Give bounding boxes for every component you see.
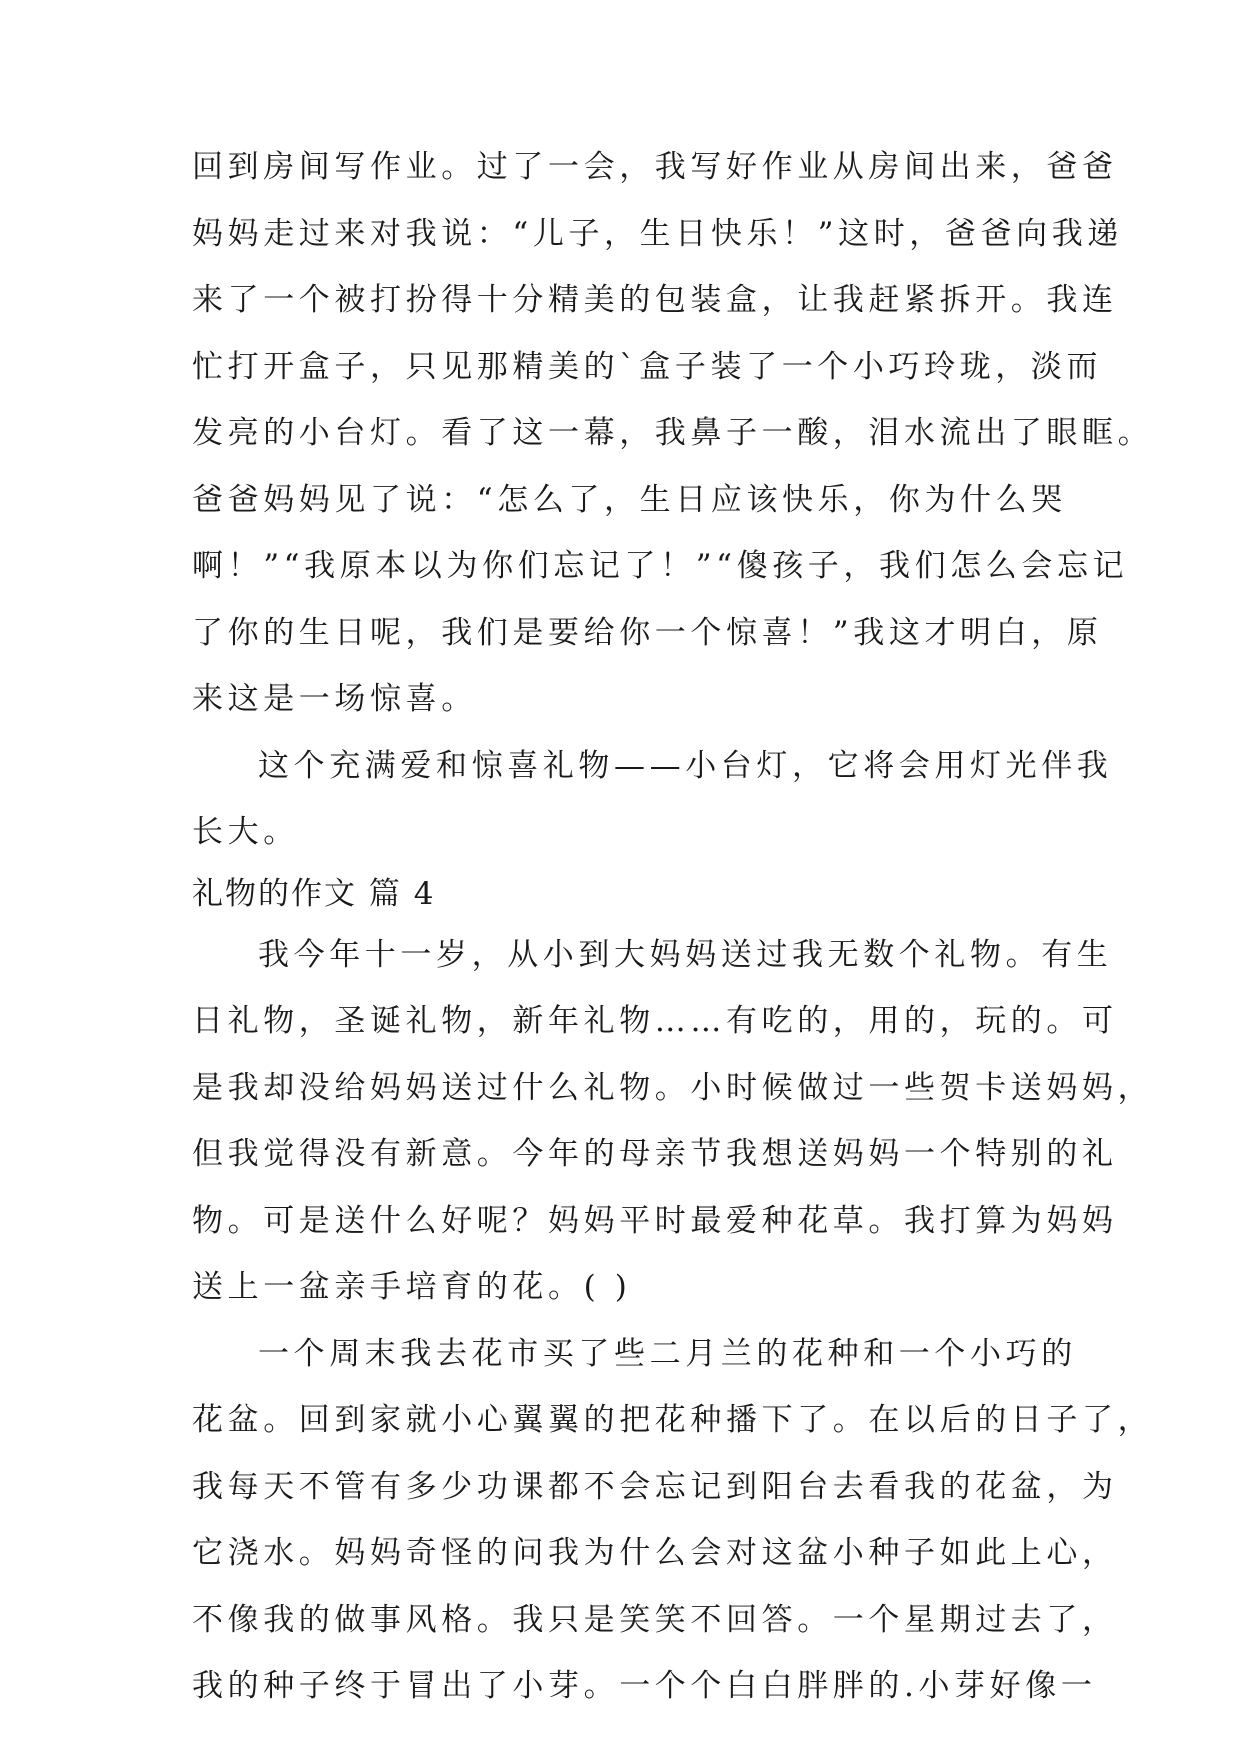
text-line: 忙打开盒子，只见那精美的`盒子装了一个小巧玲珑，淡而 [192,348,1103,385]
text-line: 来了一个被打扮得十分精美的包装盒，让我赶紧拆开。我连 [192,282,1118,318]
text-line: 我每天不管有多少功课都不会忘记到阳台去看我的花盆，为 [192,1468,1118,1505]
text-line: 我的种子终于冒出了小芽。一个个白白胖胖的.小芽好像一 [192,1668,1097,1704]
paragraph-first-line: 一个周末我去花市买了些二月兰的花种和一个小巧的 [258,1335,1077,1372]
section-heading: 礼物的作文 篇 4 [192,875,436,912]
text-line: 是我却没给妈妈送过什么礼物。小时候做过一些贺卡送妈妈， [192,1069,1154,1106]
text-line: 物。可是送什么好呢？妈妈平时最爱种花草。我打算为妈妈 [192,1202,1118,1239]
text-line: 妈妈走过来对我说：“儿子，生日快乐！”这时，爸爸向我递 [192,215,1123,252]
text-line: 啊！”“我原本以为你们忘记了！”“傻孩子，我们怎么会忘记 [192,548,1129,584]
text-line: 但我觉得没有新意。今年的母亲节我想送妈妈一个特别的礼 [192,1136,1118,1172]
text-line: 了你的生日呢，我们是要给你一个惊喜！”我这才明白，原 [192,614,1103,651]
paragraph-first-line: 我今年十一岁，从小到大妈妈送过我无数个礼物。有生 [258,936,1113,973]
document-page [192,134,1154,1720]
text-line: 长大。 [192,814,299,850]
text-line: 来这是一场惊喜。 [192,681,477,717]
text-line: 送上一盆亲手培育的花。( ) [192,1269,632,1305]
text-line: 回到房间写作业。过了一会，我写好作业从房间出来，爸爸 [192,149,1118,185]
text-line: 不像我的做事风格。我只是笑笑不回答。一个星期过去了， [192,1601,1118,1638]
text-line: 它浇水。妈妈奇怪的问我为什么会对这盆小种子如此上心， [192,1535,1118,1571]
text-line: 日礼物，圣诞礼物，新年礼物……有吃的，用的，玩的。可 [192,1003,1118,1039]
paragraph-first-line: 这个充满爱和惊喜礼物——小台灯，它将会用灯光伴我 [258,747,1113,784]
text-line: 发亮的小台灯。看了这一幕，我鼻子一酸，泪水流出了眼眶。 [192,415,1154,451]
text-line: 爸爸妈妈见了说：“怎么了，生日应该快乐，你为什么哭 [192,481,1067,518]
text-line: 花盆。回到家就小心翼翼的把花种播下了。在以后的日子了， [192,1402,1154,1438]
